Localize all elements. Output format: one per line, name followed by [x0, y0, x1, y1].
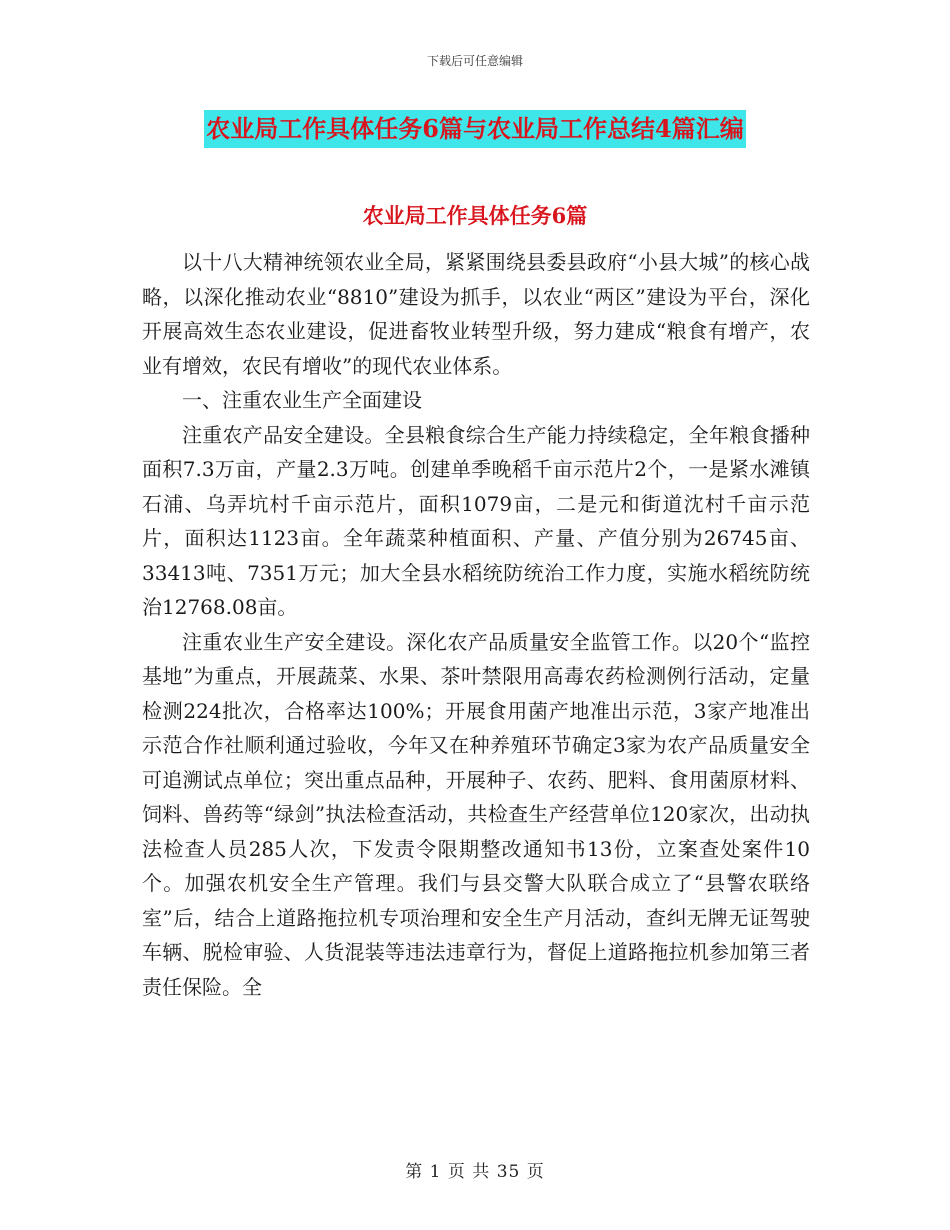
section-title: 农业局工作具体任务6篇	[362, 203, 588, 228]
main-title-container	[0, 110, 950, 148]
page-number-footer: 第 1 页 共 35 页	[405, 1162, 545, 1182]
paragraph-production-safety: 注重农业生产安全建设。深化农产品质量安全监管工作。以20个“监控基地”为重点，开展蔬菜、水果、茶叶禁限用高毒农药检测例行活动，定量检测224批次，合格率达100%；开展食用菌产地准出示范，3家产地准出示范合作社顺利通过验收，今年又在种养殖环节确定3家为农产品质量安全可追溯试点单位；突出重点品种，开展种子、农药、肥料、食用菌原材料、饲料、兽药等“绿剑”执法检查活动，共检查生产经营单位120家次，出动执法检查人员285人次，下发责令限期整改通知书13份，立案查处案件10个。加强农机安全生产管理。我们与县交警大队联合成立了“县警农联络室”后，结合上道路拖拉机专项治理和安全生产月活动，查纠无牌无证驾驶车辆、脱检审验、人货混装等违法违章行为，督促上道路拖拉机参加第三者责任保险。全	[142, 629, 810, 999]
paragraph-intro: 以十八大精神统领农业全局，紧紧围绕县委县政府“小县大城”的核心战略，以深化推动农业“8810”建设为抓手，以农业“两区”建设为平台，深化开展高效生态农业建设，促进畜牧业转型升级，努力建成“粮食有增产，农业有增效，农民有增收”的现代农业体系。	[142, 250, 810, 378]
paragraph-product-safety: 注重农产品安全建设。全县粮食综合生产能力持续稳定，全年粮食播种面积7.3万亩，产量2.3万吨。创建单季晚稻千亩示范片2个，一是紧水滩镇石浦、乌弄坑村千亩示范片，面积1079亩，二是元和街道沈村千亩示范片，面积达1123亩。全年蔬菜种植面积、产量、产值分别为26745亩、33413吨、7351万元；加大全县水稻统防统治工作力度，实施水稻统防统治12768.08亩。	[142, 422, 810, 619]
page-header-note: 下载后可任意编辑	[426, 54, 523, 68]
document-body	[142, 245, 810, 1004]
document-main-title: 农业局工作具体任务6篇与农业局工作总结4篇汇编	[204, 110, 745, 148]
paragraph-heading-one: 一、注重农业生产全面建设	[182, 388, 422, 412]
